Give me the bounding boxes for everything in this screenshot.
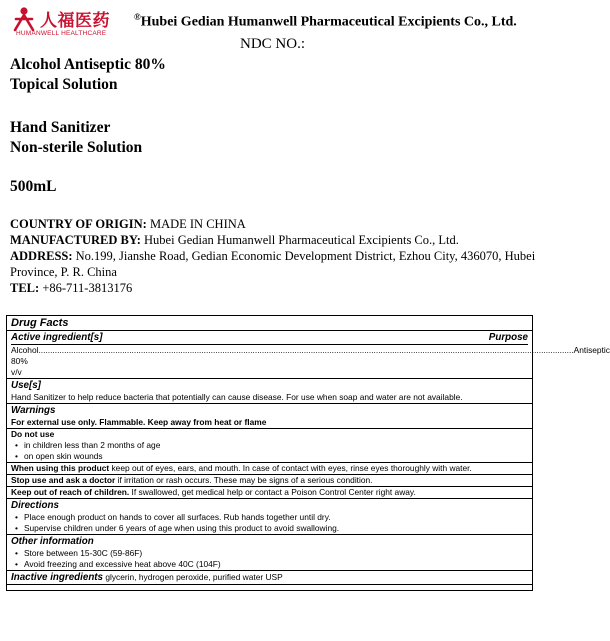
keep-out-label: Keep out of reach of children.: [11, 487, 130, 497]
telephone-label: TEL:: [10, 281, 40, 295]
company-logo: [12, 6, 132, 38]
other-information-item-1: • Store between 15-30C (59-86F): [11, 548, 528, 559]
warnings-heading: Warnings: [11, 405, 56, 416]
do-not-use-item-2: • on open skin wounds: [11, 451, 528, 462]
do-not-use-item-1: • in children less than 2 months of age: [11, 440, 528, 451]
other-information-item-2: • Avoid freezing and excessive heat above 40C (104F): [11, 559, 528, 570]
product-name: [10, 55, 166, 95]
humanwell-logo-icon: [12, 6, 36, 32]
other-information-section: [7, 534, 532, 570]
drug-facts-footer-rule: [7, 584, 532, 585]
manufacturer-value: Hubei Gedian Humanwell Pharmaceutical Excipients Co., Ltd.: [140, 233, 459, 247]
purpose-label: Purpose: [488, 332, 528, 343]
product-type: [10, 118, 142, 158]
address-line: [10, 248, 540, 280]
keep-out-section: [7, 486, 532, 498]
drug-facts-title: Drug Facts: [11, 317, 69, 329]
purpose-value: Antiseptic: [573, 345, 610, 355]
uses-section: [7, 378, 532, 403]
stop-use-section: [7, 474, 532, 486]
product-name-line1: Alcohol Antiseptic 80%: [10, 56, 166, 73]
inactive-ingredients-section: [7, 570, 532, 584]
active-ingredient-header: [11, 331, 528, 344]
product-name-line2: Topical Solution: [10, 76, 118, 93]
address-value: No.199, Jianshe Road, Gedian Economic Development District, Ezhou City, 436070, Hubei Province, P. R. China: [10, 249, 536, 279]
product-type-line1: Hand Sanitizer: [10, 119, 111, 136]
uses-text: Hand Sanitizer to help reduce bacteria that potentially can cause disease. For use when soap and water are not available.: [11, 392, 463, 402]
when-using-section: [7, 462, 532, 474]
directions-item-2: • Supervise children under 6 years of age when using this product to avoid swallowing.: [11, 523, 528, 534]
product-type-line2: Non-sterile Solution: [10, 139, 143, 156]
do-not-use-section: [7, 428, 532, 462]
drug-facts-panel: [6, 315, 610, 591]
label-header: [8, 6, 548, 38]
telephone-line: [10, 280, 540, 296]
manufacturer-label: MANUFACTURED BY:: [10, 233, 141, 247]
active-ingredient-section: [7, 330, 610, 378]
manufacturer-line: [10, 232, 540, 248]
product-volume: 500mL: [10, 178, 57, 195]
address-label: ADDRESS:: [10, 249, 73, 263]
origin-line: [10, 216, 540, 232]
ndc-number: NDC NO.:: [240, 36, 306, 52]
uses-heading: Use[s]: [11, 380, 41, 391]
origin-label: COUNTRY OF ORIGIN:: [10, 217, 147, 231]
other-information-heading: Other information: [11, 536, 94, 547]
inactive-ingredients-label: Inactive ingredients: [11, 572, 104, 583]
keep-out-text: If swallowed, get medical help or contact a Poison Control Center right away.: [129, 487, 416, 497]
directions-heading: Directions: [11, 500, 59, 511]
company-name-heading: [134, 12, 517, 31]
logo-english-text: HUMANWELL HEALTHCARE: [16, 30, 107, 37]
do-not-use-heading: Do not use: [11, 429, 55, 439]
active-ingredient-row: [11, 344, 610, 378]
active-ingredient-value: Alcohol 80% v/v: [11, 345, 39, 377]
origin-value: MADE IN CHINA: [146, 217, 246, 231]
registered-mark: ®: [134, 12, 141, 22]
stop-use-label: Stop use and ask a doctor: [11, 475, 116, 485]
stop-use-text: if irritation or rash occurs. These may be signs of a serious condition.: [115, 475, 373, 485]
telephone-value: +86-711-3813176: [39, 281, 133, 295]
warnings-section: [7, 403, 532, 428]
logo-chinese-text: 人福医药: [40, 11, 110, 31]
directions-section: [7, 498, 532, 534]
manufacturer-info: [10, 216, 540, 296]
warning-external-use: For external use only. Flammable. Keep away from heat or flame: [11, 417, 267, 427]
leader-dots: ......................................................................................................................................................................................................................................: [38, 345, 574, 355]
active-ingredient-label: Active ingredient[s]: [11, 332, 103, 343]
inactive-ingredients-text: glycerin, hydrogen peroxide, purified water USP: [103, 572, 283, 582]
when-using-text: keep out of eyes, ears, and mouth. In case of contact with eyes, rinse eyes thoroughly with water.: [109, 463, 472, 473]
when-using-label: When using this product: [11, 463, 110, 473]
directions-item-1: • Place enough product on hands to cover all surfaces. Rub hands together until dry.: [11, 512, 528, 523]
company-name: Hubei Gedian Humanwell Pharmaceutical Excipients Co., Ltd.: [140, 14, 517, 30]
